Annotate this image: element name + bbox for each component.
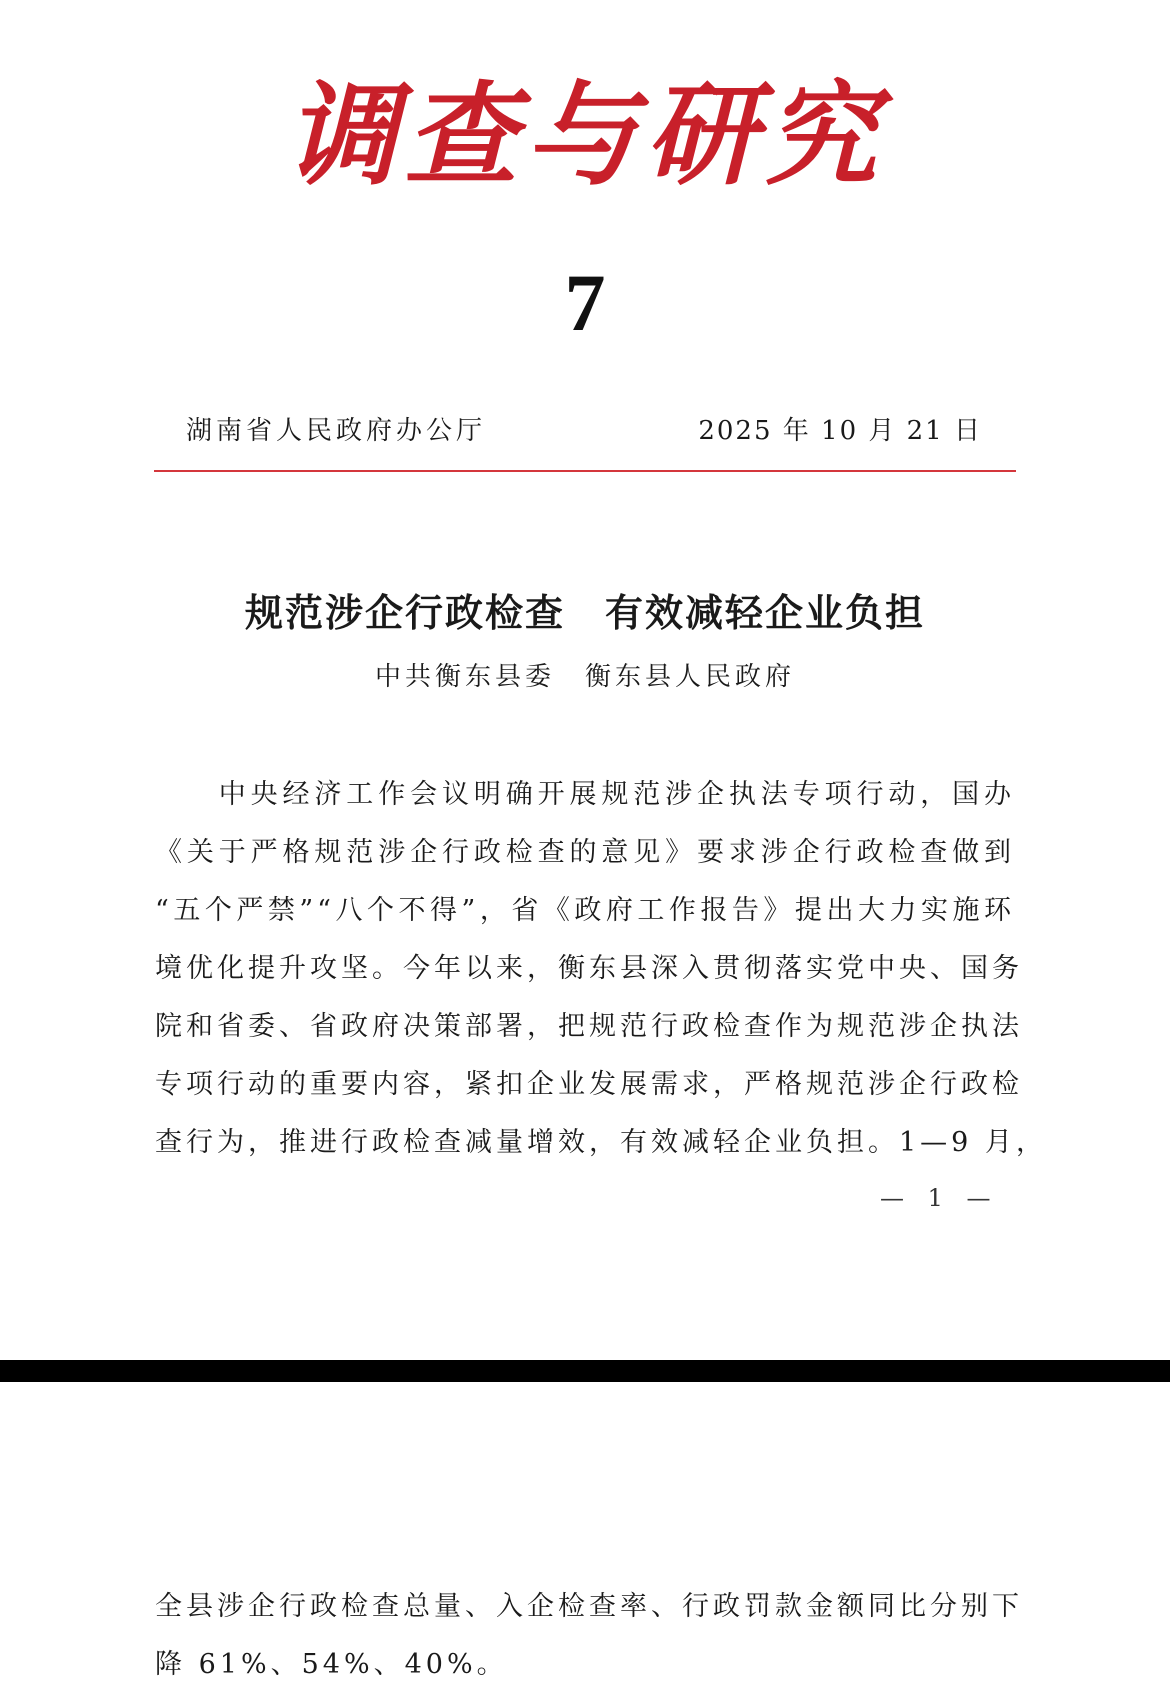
article-body <box>155 766 1047 1172</box>
body-line: 全县涉企行政检查总量、入企检查率、行政罚款金额同比分别下 <box>155 1591 1023 1622</box>
body-line: 专项行动的重要内容，紧扣企业发展需求，严格规范涉企行政检 <box>155 1069 1023 1100</box>
body-line: 降 61%、54%、40%。 <box>155 1649 508 1680</box>
body-line: 中央经济工作会议明确开展规范涉企执法专项行动，国办 <box>155 779 1015 810</box>
body-line: 境优化提升攻坚。今年以来，衡东县深入贯彻落实党中央、国务 <box>155 953 1023 984</box>
article-author: 中共衡东县委 衡东县人民政府 <box>374 662 795 692</box>
red-divider-line <box>154 470 1016 472</box>
body-line: 查行为，推进行政检查减量增效，有效减轻企业负担。1—9 月， <box>155 1127 1047 1158</box>
article-title: 规范涉企行政检查 有效减轻企业负担 <box>244 591 925 635</box>
body-line: “五个严禁”“八个不得”，省《政府工作报告》提出大力实施环 <box>155 895 1015 926</box>
page-separator <box>0 1360 1170 1382</box>
issue-number: 7 <box>564 257 606 348</box>
issue-date: 2025 年 10 月 21 日 <box>698 416 982 446</box>
issuer-name: 湖南省人民政府办公厅 <box>186 416 487 446</box>
article-body-continued <box>155 1578 1023 1694</box>
body-line: 《关于严格规范涉企行政检查的意见》要求涉企行政检查做到 <box>155 837 1015 868</box>
page-number: — 1 — <box>880 1184 999 1212</box>
body-line: 院和省委、省政府决策部署，把规范行政检查作为规范涉企执法 <box>155 1011 1023 1042</box>
masthead-title: 调查与研究 <box>285 70 885 201</box>
